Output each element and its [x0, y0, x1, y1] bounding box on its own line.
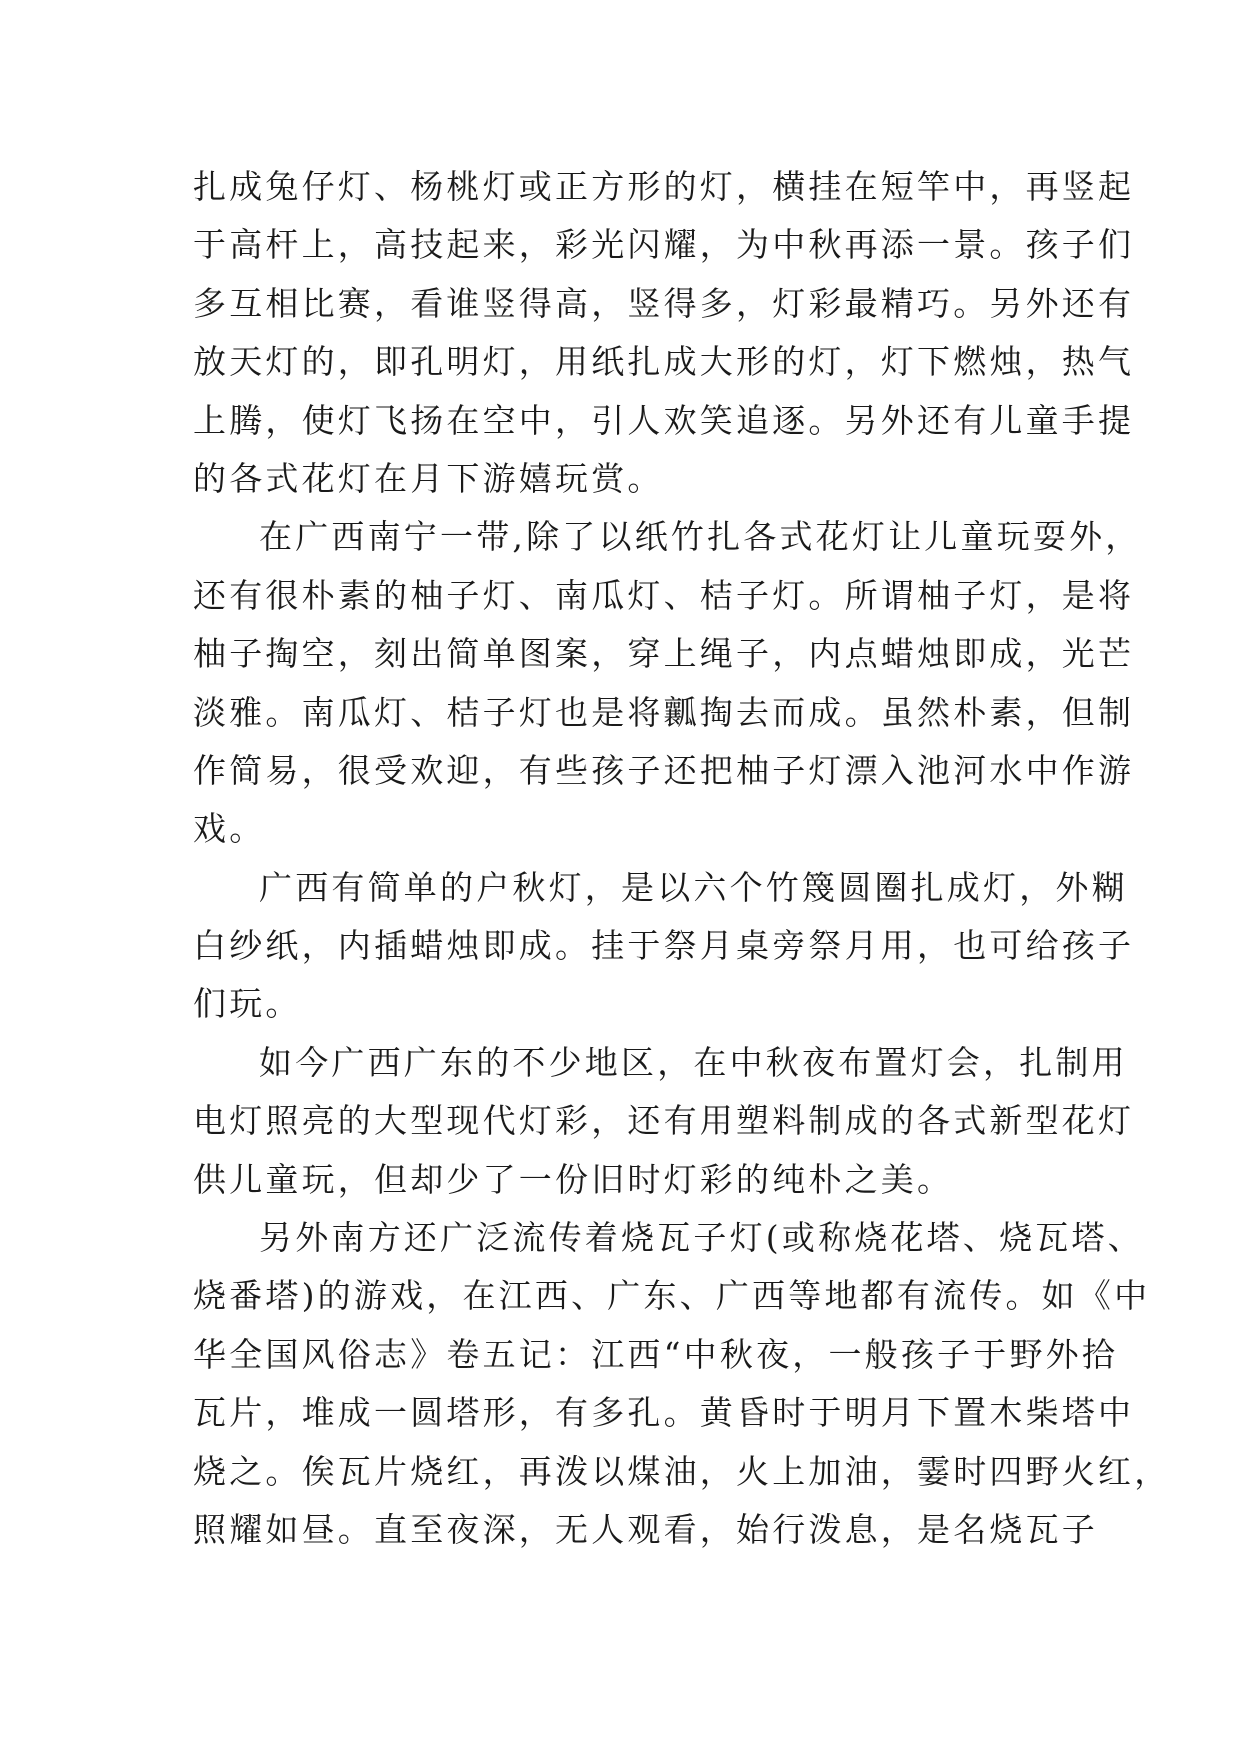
- text-line: 供儿童玩，但却少了一份旧时灯彩的纯朴之美。: [193, 1159, 954, 1199]
- text-line: 戏。: [193, 809, 266, 849]
- text-line: 柚子掏空，刻出简单图案，穿上绳子，内点蜡烛即成，光芒: [193, 634, 1135, 674]
- text-line: 白纱纸，内插蜡烛即成。挂于祭月桌旁祭月用，也可给孩子: [193, 926, 1135, 966]
- text-line: 们玩。: [193, 984, 302, 1024]
- text-line: 华全国风俗志》卷五记：江西“中秋夜，一般孩子于野外拾: [193, 1334, 1119, 1374]
- text-line: 扎成兔仔灯、杨桃灯或正方形的灯，横挂在短竿中，再竖起: [193, 167, 1135, 206]
- text-line: 淡雅。南瓜灯、桔子灯也是将瓤掏去而成。虽然朴素，但制: [193, 692, 1135, 732]
- paragraph-first-line: 广西有简单的户秋灯，是以六个竹篾圆圈扎成灯，外糊: [259, 867, 1128, 907]
- body-text: [193, 158, 1171, 1559]
- paragraph-first-line: 另外南方还广泛流传着烧瓦子灯(或称烧花塔、烧瓦塔、: [259, 1218, 1144, 1258]
- text-line: 作简易，很受欢迎，有些孩子还把柚子灯漂入池河水中作游: [193, 750, 1135, 790]
- text-line: 的各式花灯在月下游嬉玩赏。: [193, 458, 664, 498]
- text-line: 于高杆上，高技起来，彩光闪耀，为中秋再添一景。孩子们: [193, 225, 1135, 265]
- text-line: 烧之。俟瓦片烧红，再泼以煤油，火上加油，霎时四野火红，: [193, 1451, 1171, 1491]
- paragraph-first-line: 如今广西广东的不少地区，在中秋夜布置灯会，扎制用: [259, 1042, 1128, 1082]
- text-line: 上腾，使灯飞扬在空中，引人欢笑追逐。另外还有儿童手提: [193, 400, 1135, 440]
- text-line: 多互相比赛，看谁竖得高，竖得多，灯彩最精巧。另外还有: [193, 283, 1135, 323]
- text-line: 还有很朴素的柚子灯、南瓜灯、桔子灯。所谓柚子灯，是将: [193, 575, 1135, 615]
- text-line: 照耀如昼。直至夜深，无人观看，始行泼息，是名烧瓦子: [193, 1509, 1098, 1549]
- text-line: 烧番塔)的游戏，在江西、广东、广西等地都有流传。如《中: [193, 1276, 1151, 1316]
- text-line: 电灯照亮的大型现代灯彩，还有用塑料制成的各式新型花灯: [193, 1101, 1135, 1141]
- text-line: 放天灯的，即孔明灯，用纸扎成大形的灯，灯下燃烛，热气: [193, 342, 1135, 382]
- text-line: 瓦片，堆成一圆塔形，有多孔。黄昏时于明月下置木柴塔中: [193, 1393, 1135, 1433]
- paragraph-first-line: 在广西南宁一带,除了以纸竹扎各式花灯让儿童玩耍外，: [259, 517, 1142, 557]
